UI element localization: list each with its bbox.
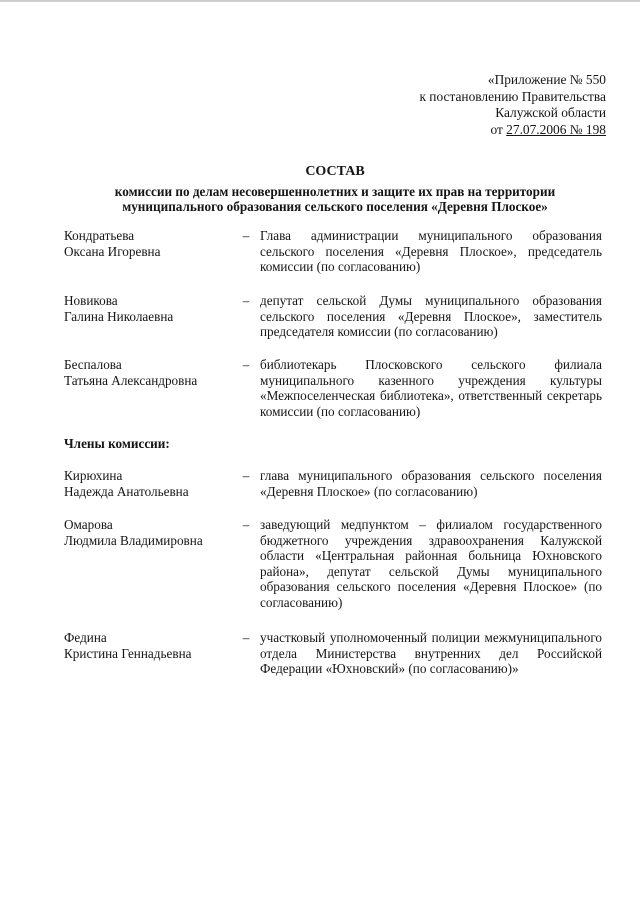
role-description: участковый уполномоченный полиции межмуниципального отдела Министерства внутренних дел Российской Федерации «Юхновский» (по согласованию)»: [260, 630, 602, 677]
person-name: [64, 468, 234, 499]
first-name: Татьяна Александровна: [64, 372, 198, 388]
person-name: [64, 228, 234, 259]
scan-edge: [0, 0, 640, 2]
first-name: Надежда Анатольевна: [64, 483, 189, 499]
dash: –: [242, 293, 250, 308]
appendix-line-3: Калужской области: [495, 105, 606, 121]
surname: Омарова: [64, 517, 113, 532]
role-description: глава муниципального образования сельского поселения «Деревня Плоское» (по согласованию): [260, 468, 602, 499]
members-label: Члены комиссии:: [64, 436, 170, 451]
appendix-block: [346, 72, 606, 138]
dash: –: [242, 468, 250, 483]
surname: Беспалова: [64, 357, 122, 372]
role-description: заведующий медпунктом – филиалом государственного бюджетного учреждения здравоохранения Калужской области «Центральная районная больница Юхновского района», депутат сельской Думы муниципального образования сельского поселения «Деревня Плоское» (по согласованию): [260, 517, 602, 610]
dash: –: [242, 357, 250, 372]
document-heading: [70, 164, 600, 215]
surname: Кондратьева: [64, 228, 135, 243]
document-title: СОСТАВ: [305, 164, 365, 179]
role-description: депутат сельской Думы муниципального образования сельского поселения «Деревня Плоское», заместитель председателя комиссии (по согласованию): [260, 293, 602, 340]
heading-line-1: комиссии по делам несовершеннолетних и защите их прав на территории: [114, 183, 556, 199]
first-name: Оксана Игоревна: [64, 243, 161, 259]
appendix-line-2: к постановлению Правительства: [419, 88, 606, 104]
role-description: библиотекарь Плосковского сельского филиала муниципального казенного учреждения культуры «Межпоселенческая библиотека», ответственный секретарь комиссии (по согласованию): [260, 357, 602, 419]
dash: –: [242, 630, 250, 645]
appendix-line-4: [346, 122, 606, 139]
dash: –: [242, 517, 250, 532]
first-name: Кристина Геннадьевна: [64, 645, 192, 661]
surname: Федина: [64, 630, 107, 645]
role-description: Глава администрации муниципального образования сельского поселения «Деревня Плоское», председатель комиссии (по согласованию): [260, 228, 602, 275]
heading-line-2: муниципального образования сельского поселения «Деревня Плоское»: [122, 199, 548, 215]
person-name: [64, 517, 234, 548]
dash: –: [242, 228, 250, 243]
surname: Новикова: [64, 293, 118, 308]
first-name: Галина Николаевна: [64, 308, 174, 324]
person-name: [64, 357, 234, 388]
appendix-number: № 198: [566, 121, 606, 137]
appendix-line-1: «Приложение № 550: [487, 72, 606, 87]
appendix-prefix: от: [490, 121, 507, 137]
appendix-date: 27.07.2006: [506, 121, 567, 137]
surname: Кирюхина: [64, 468, 123, 483]
first-name: Людмила Владимировна: [64, 532, 203, 548]
person-name: [64, 630, 234, 661]
person-name: [64, 293, 234, 324]
